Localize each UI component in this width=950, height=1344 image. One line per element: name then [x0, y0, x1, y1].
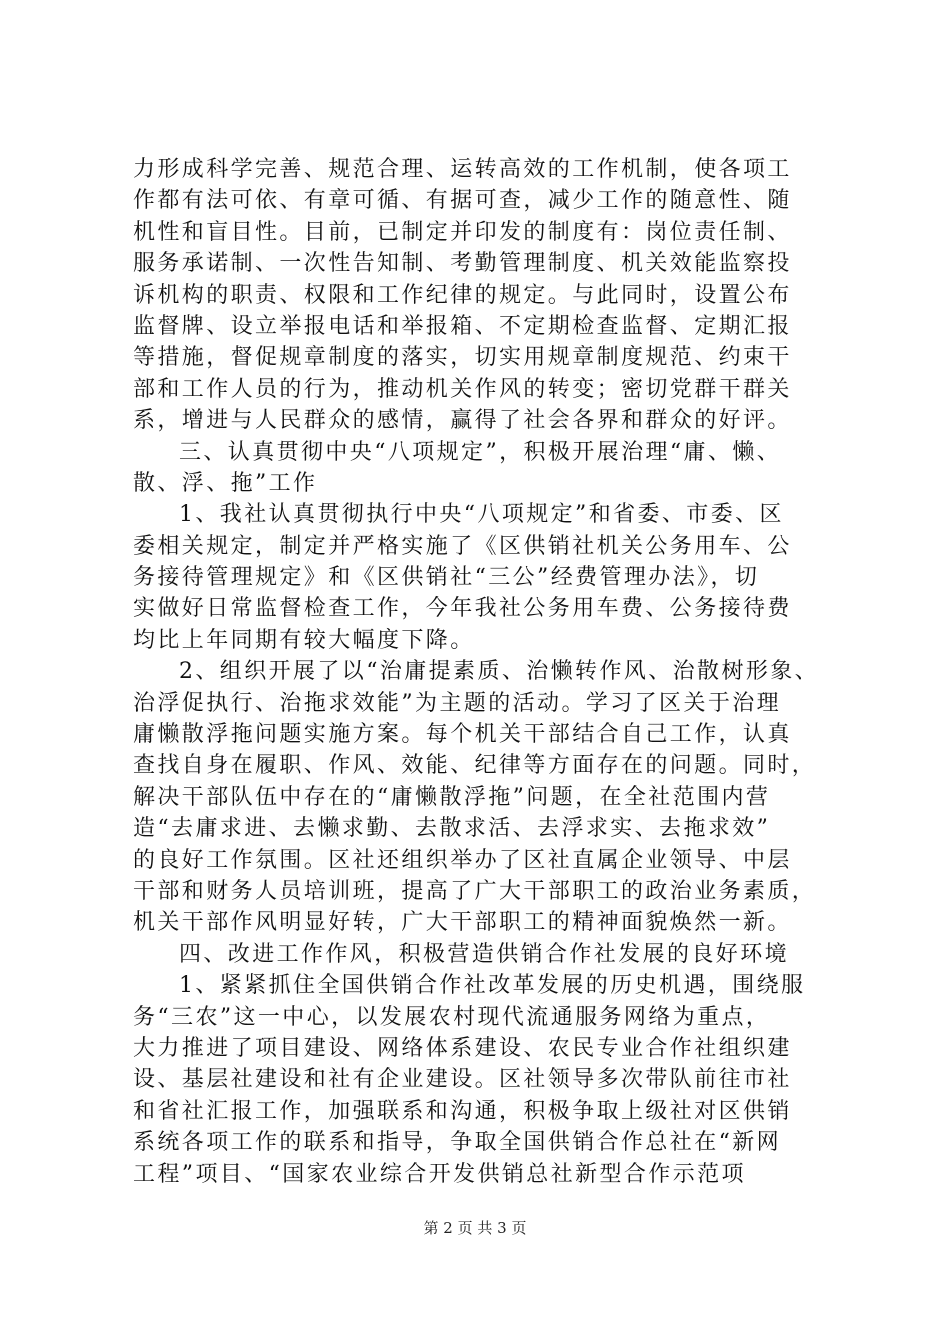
text-line: 查找自身在履职、作风、效能、纪律等方面存在的问题。同时， — [133, 753, 817, 779]
text-line: 庸懒散浮拖问题实施方案。每个机关干部结合自己工作，认真 — [133, 722, 792, 748]
text-line: 干部和财务人员培训班，提高了广大干部职工的政治业务素质， — [133, 878, 817, 904]
text-line: 散、浮、拖”工作 — [133, 470, 318, 496]
paragraph-start-line: 三、认真贯彻中央“八项规定”，积极开展治理“庸、懒、 — [179, 439, 782, 465]
text-line: 部和工作人员的行为，推动机关作风的转变；密切党群干群关 — [133, 376, 792, 402]
document-body — [133, 154, 833, 1190]
text-line: 大力推进了项目建设、网络体系建设、农民专业合作社组织建 — [133, 1035, 792, 1061]
text-line: 机性和盲目性。目前，已制定并印发的制度有：岗位责任制、 — [133, 219, 792, 245]
text-line: 服务承诺制、一次性告知制、考勤管理制度、机关效能监察投 — [133, 251, 792, 277]
text-line: 治浮促执行、治拖求效能”为主题的活动。学习了区关于治理 — [133, 690, 782, 716]
text-line: 机关干部作风明显好转，广大干部职工的精神面貌焕然一新。 — [133, 910, 792, 936]
text-line: 系，增进与人民群众的感情，赢得了社会各界和群众的好评。 — [133, 408, 792, 434]
paragraph-start-line: 1、我社认真贯彻执行中央“八项规定”和省委、市委、区 — [179, 502, 784, 528]
text-line: 均比上年同期有较大幅度下降。 — [133, 627, 475, 653]
text-line: 解决干部队伍中存在的“庸懒散浮拖”问题，在全社范围内营 — [133, 784, 771, 810]
text-line: 的良好工作氛围。区社还组织举办了区社直属企业领导、中层 — [133, 847, 792, 873]
paragraph-start-line: 1、紧紧抓住全国供销合作社改革发展的历史机遇，围绕服 — [179, 973, 806, 999]
text-line: 监督牌、设立举报电话和举报箱、不定期检查监督、定期汇报 — [133, 313, 792, 339]
text-line: 系统各项工作的联系和指导，争取全国供销合作总社在“新网 — [133, 1130, 782, 1156]
text-line: 工程”项目、“国家农业综合开发供销总社新型合作示范项 — [133, 1161, 746, 1187]
text-line: 等措施，督促规章制度的落实，切实用规章制度规范、约束干 — [133, 345, 792, 371]
page-footer: 第 2 页 共 3 页 — [423, 1219, 527, 1237]
text-line: 设、基层社建设和社有企业建设。区社领导多次带队前往市社 — [133, 1067, 792, 1093]
text-line: 力形成科学完善、规范合理、运转高效的工作机制，使各项工 — [133, 157, 792, 182]
text-line: 务接待管理规定》和《区供销社“三公”经费管理办法》，切 — [133, 565, 760, 591]
text-line: 实做好日常监督检查工作，今年我社公务用车费、公务接待费 — [133, 596, 792, 622]
text-line: 务“三农”这一中心，以发展农村现代流通服务网络为重点， — [133, 1004, 771, 1030]
text-line: 和省社汇报工作，加强联系和沟通，积极争取上级社对区供销 — [133, 1098, 792, 1124]
text-line: 委相关规定，制定并严格实施了《区供销社机关公务用车、公 — [133, 533, 792, 559]
paragraph-start-line: 四、改进工作作风，积极营造供销合作社发展的良好环境 — [179, 941, 790, 967]
paragraph-start-line: 2、组织开展了以“治庸提素质、治懒转作风、治散树形象、 — [179, 659, 820, 685]
text-line: 作都有法可依、有章可循、有据可查，减少工作的随意性、随 — [133, 188, 792, 214]
text-line: 造“去庸求进、去懒求勤、去散求活、去浮求实、去拖求效” — [133, 816, 771, 842]
text-line: 诉机构的职责、权限和工作纪律的规定。与此同时，设置公布 — [133, 282, 792, 308]
